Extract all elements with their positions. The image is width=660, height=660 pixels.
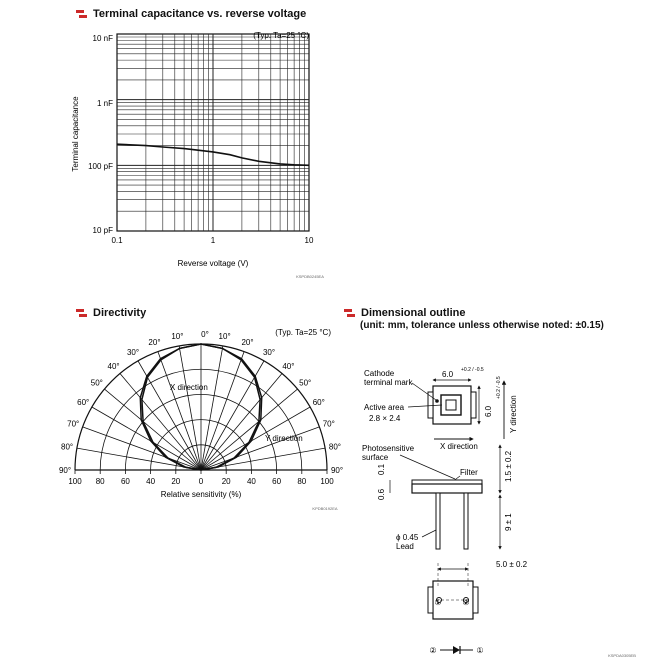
lead-label: Lead <box>396 542 414 551</box>
angle-label: 40° <box>282 361 295 371</box>
cathode-label: Cathode <box>364 369 395 378</box>
active-area-size: 2.8 × 2.4 <box>369 414 401 423</box>
angle-label: 30° <box>126 348 140 358</box>
dim-0-6: 0.6 <box>377 488 386 500</box>
dim-1-5: 1.5 ± 0.2 <box>504 450 513 482</box>
photosensitive-label: Photosensitive <box>362 444 415 453</box>
sensitivity-tick: 20 <box>221 477 231 486</box>
pitch-dim: 5.0 ± 0.2 <box>496 560 528 569</box>
diode-schematic <box>429 646 483 655</box>
width-tol: +0.2 / -0.5 <box>461 367 484 373</box>
lead-dia-label: ϕ 0.45 <box>396 533 419 542</box>
chart1-xlabel: Reverse voltage (V) <box>177 259 249 268</box>
chart1-title: Terminal capacitance vs. reverse voltage <box>76 8 306 20</box>
dim-0-1: 0.1 <box>377 463 386 475</box>
chart1-xtick: 0.1 <box>111 236 123 245</box>
height-tol: +0.2 / -0.5 <box>496 376 502 399</box>
angle-label: 70° <box>322 419 335 429</box>
dimensional-outline <box>340 335 660 660</box>
capacitance-chart <box>60 24 340 286</box>
schematic-pin1: ① <box>476 646 484 655</box>
sensitivity-tick: 60 <box>120 477 130 486</box>
side-view <box>412 480 482 549</box>
directivity-chart <box>50 320 344 520</box>
chart1-xtick: 10 <box>304 236 314 245</box>
sensitivity-tick: 40 <box>246 477 256 486</box>
chart1-xtick: 1 <box>210 236 216 245</box>
pin1-label: ① <box>434 598 442 607</box>
chart1-ylabel: Terminal capacitance <box>71 96 80 172</box>
height-dim: 6.0 <box>484 405 493 417</box>
angle-label: 50° <box>90 378 103 388</box>
angle-label: 90° <box>58 466 72 475</box>
chart1-grid <box>117 34 309 231</box>
schematic-pin2: ② <box>429 646 437 655</box>
angle-label: 80° <box>328 442 341 452</box>
section-marker-icon <box>76 309 90 318</box>
y-direction-label: Y direction <box>265 434 303 443</box>
x-direction-dim-label: X direction <box>440 442 478 451</box>
surface-label: surface <box>362 453 389 462</box>
active-area <box>441 395 461 415</box>
chart1-ytick: 10 pF <box>92 226 113 235</box>
y-direction-dim-label: Y direction <box>509 395 518 433</box>
chart1-note: (Typ. Ta=25 °C) <box>253 31 309 40</box>
dim-9: 9 ± 1 <box>504 513 513 531</box>
top-view <box>428 386 476 424</box>
sensitivity-ticks <box>68 477 334 486</box>
angle-label: 30° <box>262 348 276 358</box>
chart1-ytick: 100 pF <box>88 162 113 171</box>
angle-label: 80° <box>61 442 74 452</box>
dim-code: KSPDA0305EB <box>608 653 636 658</box>
chart1-ytick: 1 nF <box>96 99 113 108</box>
angle-label: 40° <box>107 361 120 371</box>
sensitivity-tick: 80 <box>95 477 105 486</box>
angle-label: 10° <box>171 332 184 342</box>
angle-label: 20° <box>241 338 254 348</box>
chart2-xlabel: Relative sensitivity (%) <box>160 490 242 499</box>
terminal-mark-label: terminal mark <box>364 378 413 387</box>
angle-label: 50° <box>299 378 312 388</box>
sensitivity-tick: 0 <box>198 477 204 486</box>
angle-label: 70° <box>67 419 80 429</box>
angle-label: 60° <box>312 398 325 407</box>
sensitivity-tick: 20 <box>171 477 181 486</box>
filter-label: Filter <box>460 468 478 477</box>
sensitivity-tick: 40 <box>146 477 156 486</box>
dim-subtitle: (unit: mm, tolerance unless otherwise noted: ±0.15) <box>360 320 604 331</box>
active-area-label: Active area <box>364 403 405 412</box>
angle-label: 0° <box>201 330 209 339</box>
pin2-label: ② <box>462 598 470 607</box>
chart2-code: KPDB0192EA <box>312 506 338 511</box>
sensitivity-tick: 80 <box>297 477 307 486</box>
angle-label: 20° <box>148 338 161 348</box>
chart2-title: Directivity <box>76 307 146 319</box>
width-dim: 6.0 <box>442 370 454 379</box>
sensitivity-tick: 60 <box>272 477 282 486</box>
angle-label: 10° <box>218 332 231 342</box>
dim-title: Dimensional outline <box>344 307 466 319</box>
section-marker-icon <box>76 10 90 19</box>
section-marker-icon <box>344 309 358 318</box>
chart1-ytick: 10 nF <box>92 34 113 43</box>
angle-label: 90° <box>330 466 344 475</box>
sensitivity-tick: 100 <box>320 477 334 486</box>
chart1-code: KSPDB0245EA <box>296 274 324 279</box>
x-direction-label: X direction <box>170 383 208 392</box>
sensitivity-tick: 100 <box>68 477 82 486</box>
angle-label: 60° <box>77 398 90 407</box>
chart2-note: (Typ. Ta=25 °C) <box>275 328 331 337</box>
